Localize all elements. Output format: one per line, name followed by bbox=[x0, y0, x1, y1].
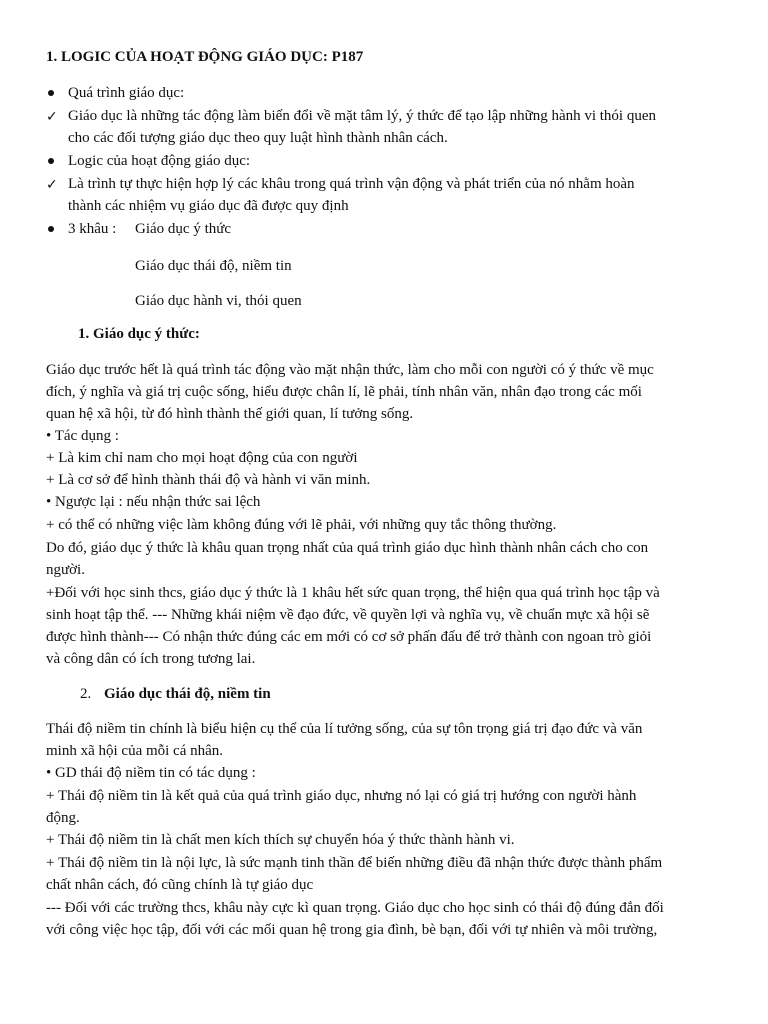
page-title: 1. LOGIC CỦA HOẠT ĐỘNG GIÁO DỤC: P187 bbox=[46, 49, 364, 65]
paragraph-line: + Thái độ niềm tin là kết quả của quá trình giáo dục, nhưng nó lại có giá trị hướng con người hành bbox=[46, 788, 637, 804]
paragraph-line: Thái độ niềm tin chính là biểu hiện cụ thể của lí tưởng sống, của sự tôn trọng giá trị đạo đức và văn bbox=[46, 721, 643, 737]
stages-label: 3 khâu : bbox=[68, 221, 117, 237]
bullet-icon bbox=[48, 158, 54, 164]
bullet-text: Logic của hoạt động giáo dục: bbox=[68, 153, 251, 169]
section-heading: Giáo dục thái độ, niềm tin bbox=[104, 686, 271, 702]
check-text: cho các đối tượng giáo dục theo quy luật hình thành nhân cách. bbox=[68, 130, 448, 146]
paragraph-line: • Tác dụng : bbox=[46, 428, 119, 444]
check-text: Là trình tự thực hiện hợp lý các khâu trong quá trình vận động và phát triển của nó nhằm hoàn bbox=[68, 176, 635, 192]
paragraph-line: chất nhân cách, đó cũng chính là tự giáo dục bbox=[46, 877, 314, 893]
stage-item: Giáo dục hành vi, thói quen bbox=[135, 293, 302, 309]
paragraph-line: minh xã hội của mỗi cá nhân. bbox=[46, 743, 224, 759]
paragraph-line: + Thái độ niềm tin là chất men kích thích sự chuyển hóa ý thức thành hành vi. bbox=[46, 832, 515, 848]
paragraph-line: người. bbox=[46, 562, 85, 578]
paragraph-line: + Là cơ sở để hình thành thái độ và hành vi văn minh. bbox=[46, 472, 371, 488]
section-number: 2. bbox=[80, 686, 92, 702]
paragraph-line: và công dân có ích trong tương lai. bbox=[46, 651, 256, 667]
stage-item: Giáo dục ý thức bbox=[135, 221, 232, 237]
section-heading: 1. Giáo dục ý thức: bbox=[78, 326, 200, 342]
paragraph-line: + Là kim chỉ nam cho mọi hoạt động của con người bbox=[46, 450, 358, 466]
stage-item: Giáo dục thái độ, niềm tin bbox=[135, 258, 292, 274]
paragraph-line: sinh hoạt tập thể. --- Những khái niệm về đạo đức, về quyền lợi và nghĩa vụ, về chuẩn mực xã hội sẽ bbox=[46, 607, 650, 623]
bullet-text: Quá trình giáo dục: bbox=[68, 85, 185, 101]
paragraph-line: được hình thành--- Có nhận thức đúng các em mới có cơ sở phấn đấu để trở thành con ngoan trò giỏi bbox=[46, 629, 652, 645]
bullet-icon bbox=[48, 90, 54, 96]
paragraph-line: Do đó, giáo dục ý thức là khâu quan trọng nhất của quá trình giáo dục hình thành nhân cách cho con bbox=[46, 540, 649, 556]
paragraph-line: +Đối với học sinh thcs, giáo dục ý thức là 1 khâu hết sức quan trọng, thể hiện qua quá trình học tập và bbox=[46, 585, 660, 601]
check-text: Giáo dục là những tác động làm biến đổi về mặt tâm lý, ý thức để tạo lập những hành vi thói quen bbox=[68, 108, 657, 124]
paragraph-line: --- Đối với các trường thcs, khâu này cực kì quan trọng. Giáo dục cho học sinh có thái độ đúng đắn đối bbox=[46, 900, 664, 916]
paragraph-line: + có thể có những việc làm không đúng với lẽ phải, với những quy tắc thông thường. bbox=[46, 517, 557, 533]
checkmark-icon: ✓ bbox=[46, 109, 58, 125]
paragraph-line: động. bbox=[46, 810, 80, 826]
paragraph-line: Giáo dục trước hết là quá trình tác động vào mặt nhận thức, làm cho mỗi con người có ý thức về mục bbox=[46, 362, 654, 378]
checkmark-icon: ✓ bbox=[46, 177, 58, 193]
paragraph-line: với công việc học tập, đối với các mối quan hệ trong gia đình, bè bạn, đối với tự nhiên và môi trường, bbox=[46, 922, 658, 938]
paragraph-line: quan hệ xã hội, từ đó hình thành thế giới quan, lí tưởng sống. bbox=[46, 406, 414, 422]
check-text: thành các nhiệm vụ giáo dục đã được quy định bbox=[68, 198, 349, 214]
bullet-icon bbox=[48, 226, 54, 232]
paragraph-line: + Thái độ niềm tin là nội lực, là sức mạnh tinh thần để biến những điều đã nhận thức được thành phẩm bbox=[46, 855, 663, 871]
paragraph-line: đích, ý nghĩa và giá trị cuộc sống, hiểu được chân lí, lẽ phải, tính nhân văn, nhân đạo trong các mối bbox=[46, 384, 642, 400]
paragraph-line: • GD thái độ niềm tin có tác dụng : bbox=[46, 765, 256, 781]
paragraph-line: • Ngược lại : nếu nhận thức sai lệch bbox=[46, 494, 261, 510]
